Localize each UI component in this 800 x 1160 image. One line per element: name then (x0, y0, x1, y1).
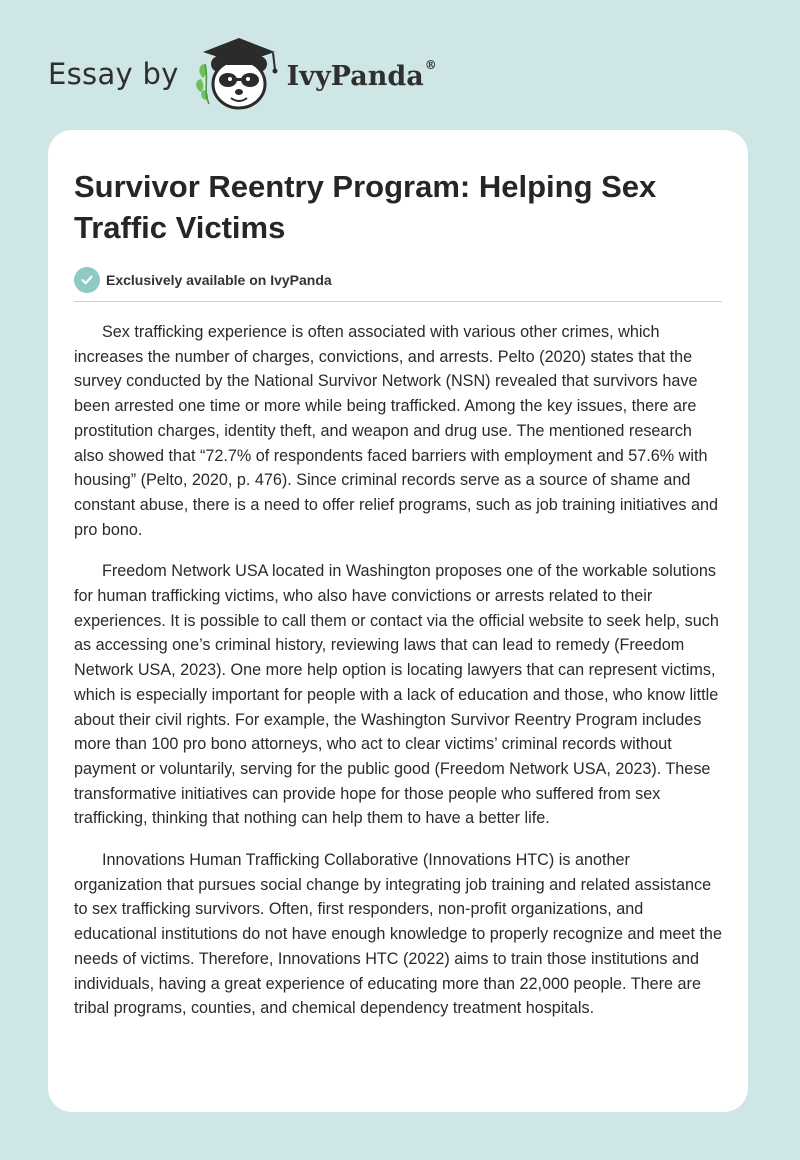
essay-paragraph-2: Freedom Network USA located in Washington proposes one of the workable solutions for human trafficking victims, who also have convictions or arrests related to their experiences. It is possible to call them or contact via the official website to seek help, such as accessing one’s criminal history, reviewing laws that can lead to remedy (Freedom Network USA, 2023). One more help option is locating lawyers that can represent victims, which is especially important for people with a lack of education and those, who know little about their civil rights. For example, the Washington Survivor Reentry Program includes more than 100 pro bono attorneys, who act to clear victims’ criminal records without payment or voluntarily, serving for the public good (Freedom Network USA, 2023). These transformative initiatives can provide hope for those people who suffered from sex trafficking, thinking that nothing can help them to have a better life. (74, 562, 719, 828)
brand-text: IvyPanda (286, 60, 424, 92)
page-title: Survivor Reentry Program: Helping Sex Traffic Victims (74, 169, 657, 245)
brand-name[interactable] (286, 57, 437, 92)
exclusive-badge-label: Exclusively available on IvyPanda (106, 272, 332, 288)
panda-logo-icon (193, 34, 283, 114)
registered-mark: ® (424, 57, 437, 72)
divider (74, 301, 722, 302)
essay-paragraph-1: Sex trafficking experience is often associated with various other crimes, which increases the number of charges, convictions, and arrests. Pelto (2020) states that the survey conducted by the National Survivor Network (NSN) revealed that survivors have been arrested one time or more while being trafficked. Among the key issues, there are prostitution charges, identity theft, and weapon and drug use. The mentioned research also showed that “72.7% of respondents faced barriers with employment and 57.6% with housing” (Pelto, 2020, p. 476). Since criminal records serve as a source of shame and constant abuse, there is a need to offer relief programs, such as job training initiatives and pro bono. (74, 323, 718, 539)
exclusive-badge (74, 266, 722, 294)
site-header (48, 34, 437, 114)
essay-card (48, 130, 748, 1112)
checkmark-icon (74, 267, 100, 293)
essay-paragraph-3: Innovations Human Trafficking Collaborative (Innovations HTC) is another organization that pursues social change by integrating job training and related assistance to sex trafficking survivors. Often, first responders, non-profit organizations, and educational institutions do not have enough knowledge to properly recognize and meet the needs of victims. Therefore, Innovations HTC (2022) aims to train those institutions and individuals, having a great experience of educating more than 22,000 people. There are tribal programs, counties, and chemical dependency treatment hospitals. (74, 851, 722, 1018)
essay-by-label: Essay by (48, 57, 179, 91)
